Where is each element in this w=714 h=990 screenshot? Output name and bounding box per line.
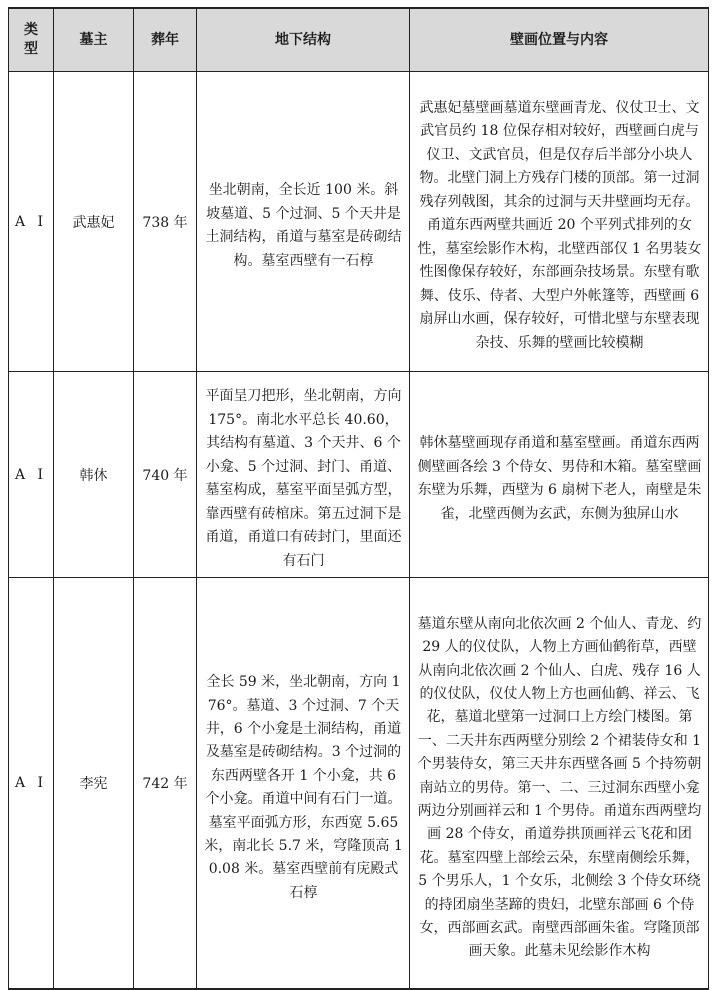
year-cell: 742 年 bbox=[134, 578, 197, 989]
type-cell: A Ⅰ bbox=[9, 372, 54, 578]
header-murals: 壁画位置与内容 bbox=[410, 8, 709, 72]
header-row bbox=[9, 8, 709, 72]
type-cell: A Ⅰ bbox=[9, 72, 54, 372]
header-owner: 墓主 bbox=[54, 8, 134, 72]
structure-cell: 坐北朝南，全长近 100 米。斜坡墓道、5 个过洞、5 个天井是土洞结构，甬道与墓室是砖砌结构。墓室西壁有一石椁 bbox=[197, 72, 410, 372]
tomb-murals-table bbox=[8, 7, 709, 990]
table-row bbox=[9, 578, 709, 989]
murals-cell: 武惠妃墓壁画墓道东壁画青龙、仪仗卫士、文武官员约 18 位保存相对较好，西壁画白虎与仪卫、文武官员，但是仅存后半部分小块人物。北壁门洞上方残存门楼的顶部。第一过洞残存列戟图，其余的过洞与天井壁画均无存。甬道东西两壁共画近 20 个平列式排列的女性，墓室绘影作木构，北壁西部仅 1 名男装女性图像保存较好，东部画杂技场景。东壁有歌舞、伎乐、侍者、大型户外帐篷等，西壁画 6 扇屏山水画，保存较好，可惜北壁与东壁表现杂技、乐舞的壁画比较模糊 bbox=[410, 72, 709, 372]
murals-cell: 韩休墓壁画现存甬道和墓室壁画。甬道东西两侧壁画各绘 3 个侍女、男侍和木箱。墓室壁画东壁为乐舞，西壁为 6 扇树下老人，南壁是朱雀，北壁西侧为玄武，东侧为独屏山水 bbox=[410, 372, 709, 578]
type-cell: A Ⅰ bbox=[9, 578, 54, 989]
header-year: 葬年 bbox=[134, 8, 197, 72]
header-type: 类型 bbox=[9, 8, 54, 72]
header-structure: 地下结构 bbox=[197, 8, 410, 72]
owner-cell: 武惠妃 bbox=[54, 72, 134, 372]
table-row bbox=[9, 72, 709, 372]
murals-cell: 墓道东壁从南向北依次画 2 个仙人、青龙、约 29 人的仪仗队，人物上方画仙鹤衔草，西壁从南向北依次画 2 个仙人、白虎、残存 16 人的仪仗队，仪仗人物上方也画仙鹤、祥云、飞花，墓道北壁第一过洞口上方绘门楼图。第一、二天井东西两壁分别绘 2 个裙装侍女和 1 个男装侍女，第三天井东西壁各画 5 个持笏朝南站立的男侍。第一、二、三过洞东西壁小龛两边分别画祥云和 1 个男侍。甬道东西两壁均画 28 个侍女，甬道券拱顶画祥云飞花和团花。墓室四壁上部绘云朵，东壁南侧绘乐舞，5 个男乐人，1 个女乐，北侧绘 3 个侍女环绕的持团扇坐茎蹄的贵妇，北壁东部画 6 个侍女，西部画玄武。南壁西部画朱雀。穹隆顶部画天象。此墓未见绘影作木构 bbox=[410, 578, 709, 989]
structure-cell: 全长 59 米，坐北朝南，方向 176°。墓道、3 个过洞、7 个天井，6 个小龛是土洞结构，甬道及墓室是砖砌结构。3 个过洞的东西两壁各开 1 个小龛，共 6 个小龛。甬道中间有石门一道。墓室平面弧方形，东西宽 5.65 米，南北长 5.7 米，穹隆顶高 10.08 米。墓室西壁前有庑殿式石椁 bbox=[197, 578, 410, 989]
owner-cell: 韩休 bbox=[54, 372, 134, 578]
owner-cell: 李宪 bbox=[54, 578, 134, 989]
table-row bbox=[9, 372, 709, 578]
year-cell: 740 年 bbox=[134, 372, 197, 578]
year-cell: 738 年 bbox=[134, 72, 197, 372]
structure-cell: 平面呈刀把形，坐北朝南，方向 175°。南北水平总长 40.60，其结构有墓道、3 个天井、6 个小龛、5 个过洞、封门、甬道、墓室构成，墓室平面呈弧方型，靠西壁有砖棺床。第五过洞下是甬道，甬道口有砖封门，里面还有石门 bbox=[197, 372, 410, 578]
